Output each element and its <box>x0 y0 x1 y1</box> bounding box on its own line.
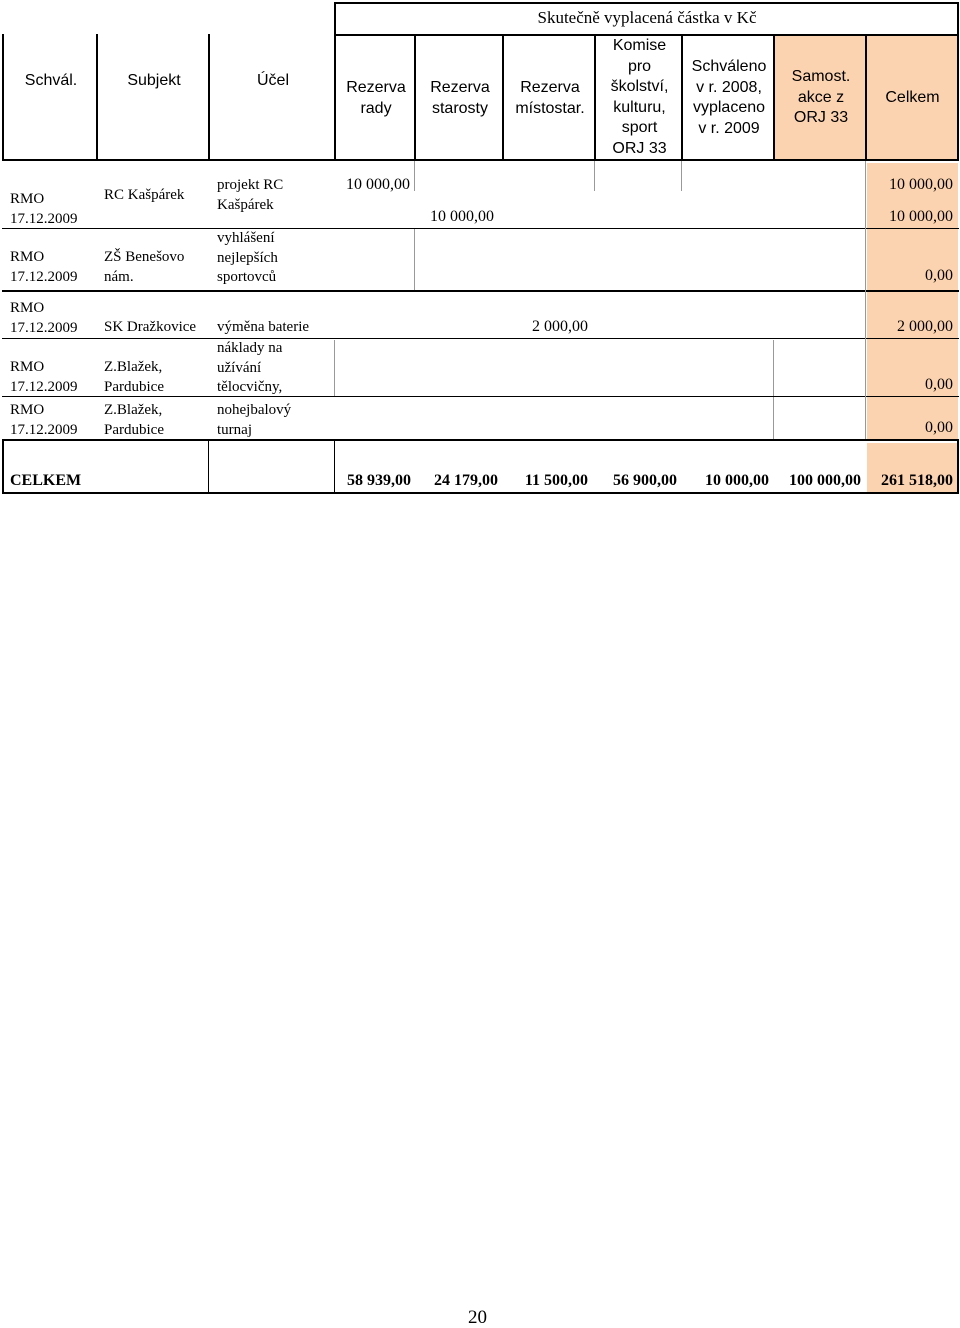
total-celkem: 261 518,00 <box>881 472 953 489</box>
rule <box>208 441 209 492</box>
row5-celkem: 0,00 <box>925 419 953 436</box>
rule <box>2 228 959 229</box>
row1-ucel <box>217 176 283 215</box>
rule <box>2 492 959 494</box>
komise-line3: školství, <box>610 78 669 95</box>
row1-schval-line2: 17.12.2009 <box>10 210 78 227</box>
komise-line5: sport <box>621 119 658 136</box>
samost-line1: Samost. <box>791 68 851 85</box>
row2-celkem: 0,00 <box>925 267 953 284</box>
row2-schval-line1: RMO <box>10 249 45 265</box>
schvaleno-line3: vyplaceno <box>692 99 766 116</box>
total-rezerva-mistostar: 11 500,00 <box>524 472 588 489</box>
row4-schval-line1: RMO <box>10 359 45 375</box>
komise-line1: Komise <box>612 37 667 54</box>
row1-celkem: 10 000,00 <box>889 176 953 193</box>
rule <box>334 340 335 396</box>
rule <box>334 2 336 161</box>
rule <box>334 441 335 492</box>
row2-ucel-line2: nejlepších <box>217 249 278 266</box>
row3-rezerva-mistostar: 2 000,00 <box>532 318 588 335</box>
celkem-column-fill <box>867 163 958 439</box>
row3-ucel: výměna baterie <box>217 319 310 335</box>
rule <box>594 161 595 191</box>
row4-subjekt <box>104 358 164 397</box>
row2-subjekt <box>104 248 184 287</box>
col-header-rezerva-mistostar <box>504 78 596 119</box>
row5-ucel <box>217 401 291 440</box>
row4-ucel-line2: užívání <box>217 359 262 376</box>
row1-ucel-line1: projekt RC <box>217 177 284 193</box>
row5-subjekt-line1: Z.Blažek, <box>104 402 163 418</box>
row3-schval-line1: RMO <box>10 300 45 316</box>
rule <box>96 34 98 161</box>
rezerva-mistostar-line2: místostar. <box>515 99 585 117</box>
row4-schval <box>10 358 78 397</box>
rule <box>681 161 682 191</box>
row2-ucel-line3: sportovců <box>217 269 277 285</box>
row2-schval-line2: 17.12.2009 <box>10 268 78 285</box>
row5-ucel-line1: nohejbalový <box>217 402 292 418</box>
total-samost: 100 000,00 <box>789 472 861 489</box>
rule <box>2 290 959 292</box>
row1b-rezerva-starosty: 10 000,00 <box>430 208 494 225</box>
row2-schval <box>10 248 78 287</box>
komise-line6: ORJ 33 <box>612 139 667 157</box>
col-header-schval: Schvál. <box>24 72 78 89</box>
row1b-celkem: 10 000,00 <box>889 208 953 225</box>
rezerva-rady-line2: rady <box>360 99 392 117</box>
col-header-schvaleno <box>683 57 775 139</box>
row3-celkem: 2 000,00 <box>897 318 953 335</box>
rule <box>865 34 867 161</box>
total-rezerva-starosty: 24 179,00 <box>434 472 498 489</box>
row2-ucel-line1: vyhlášení <box>217 230 275 246</box>
rule <box>414 161 415 191</box>
row1-schval-line1: RMO <box>10 191 45 207</box>
rule <box>208 34 210 161</box>
row4-schval-line2: 17.12.2009 <box>10 378 78 395</box>
rezerva-starosty-line1: Rezerva <box>430 79 490 96</box>
group-title: Skutečně vyplacená částka v Kč <box>537 8 757 27</box>
row1-schval <box>10 190 78 229</box>
row3-schval-line2: 17.12.2009 <box>10 319 78 336</box>
col-header-rezerva-rady <box>336 78 416 119</box>
row1-subjekt: RC Kašpárek <box>104 187 185 203</box>
row3-subjekt: SK Dražkovice <box>104 319 197 335</box>
rule <box>957 2 959 161</box>
rule <box>865 161 866 439</box>
schvaleno-line2: v r. 2008, <box>696 78 762 96</box>
schvaleno-line4: v r. 2009 <box>698 119 760 137</box>
row4-celkem: 0,00 <box>925 376 953 393</box>
row5-schval-line2: 17.12.2009 <box>10 421 78 438</box>
samost-line3: ORJ 33 <box>793 109 849 126</box>
row2-subjekt-line2: nám. <box>104 268 134 285</box>
total-label: CELKEM <box>10 472 82 489</box>
col-header-celkem: Celkem <box>885 89 940 106</box>
rezerva-rady-line1: Rezerva <box>346 79 406 96</box>
row2-ucel <box>217 229 278 288</box>
total-schvaleno: 10 000,00 <box>705 472 769 489</box>
col-header-subjekt: Subjekt <box>127 72 181 89</box>
rule <box>336 2 959 4</box>
rule <box>414 229 415 290</box>
rezerva-mistostar-line1: Rezerva <box>520 79 580 96</box>
row5-ucel-line2: turnaj <box>217 421 252 438</box>
row3-schval <box>10 299 78 338</box>
row1-ucel-line2: Kašpárek <box>217 196 274 213</box>
samost-line2: akce z <box>797 88 845 106</box>
col-header-komise <box>596 36 683 159</box>
row4-subjekt-line1: Z.Blažek, <box>104 359 163 375</box>
rule <box>773 34 775 161</box>
row4-ucel <box>217 339 282 398</box>
rule <box>957 439 959 494</box>
rule <box>594 34 596 161</box>
komise-line4: kulturu, <box>613 98 666 116</box>
rule <box>2 159 959 161</box>
col-header-ucel: Účel <box>256 72 289 89</box>
rule <box>2 34 4 161</box>
rule <box>773 340 774 396</box>
row4-ucel-line1: náklady na <box>217 340 283 356</box>
total-rezerva-rady: 58 939,00 <box>347 472 411 489</box>
row2-subjekt-line1: ZŠ Benešovo <box>104 249 185 265</box>
rule <box>773 397 774 439</box>
row5-schval-line1: RMO <box>10 402 45 418</box>
row4-ucel-line3: tělocvičny, <box>217 379 283 395</box>
schvaleno-line1: Schváleno <box>691 58 767 75</box>
rule <box>2 439 4 494</box>
row5-subjekt <box>104 401 164 440</box>
row5-subjekt-line2: Pardubice <box>104 421 164 438</box>
rule <box>681 34 683 161</box>
row5-schval <box>10 401 78 440</box>
total-komise: 56 900,00 <box>613 472 677 489</box>
rule <box>2 338 959 339</box>
row1-rezerva-rady: 10 000,00 <box>346 176 410 193</box>
page-number: 20 <box>468 1307 487 1328</box>
rezerva-starosty-line2: starosty <box>431 99 488 117</box>
komise-line2: pro <box>627 57 652 75</box>
row4-subjekt-line2: Pardubice <box>104 378 164 395</box>
col-header-rezerva-starosty <box>416 78 504 119</box>
col-header-samost <box>775 67 867 129</box>
rule <box>414 34 416 161</box>
rule <box>502 34 504 161</box>
